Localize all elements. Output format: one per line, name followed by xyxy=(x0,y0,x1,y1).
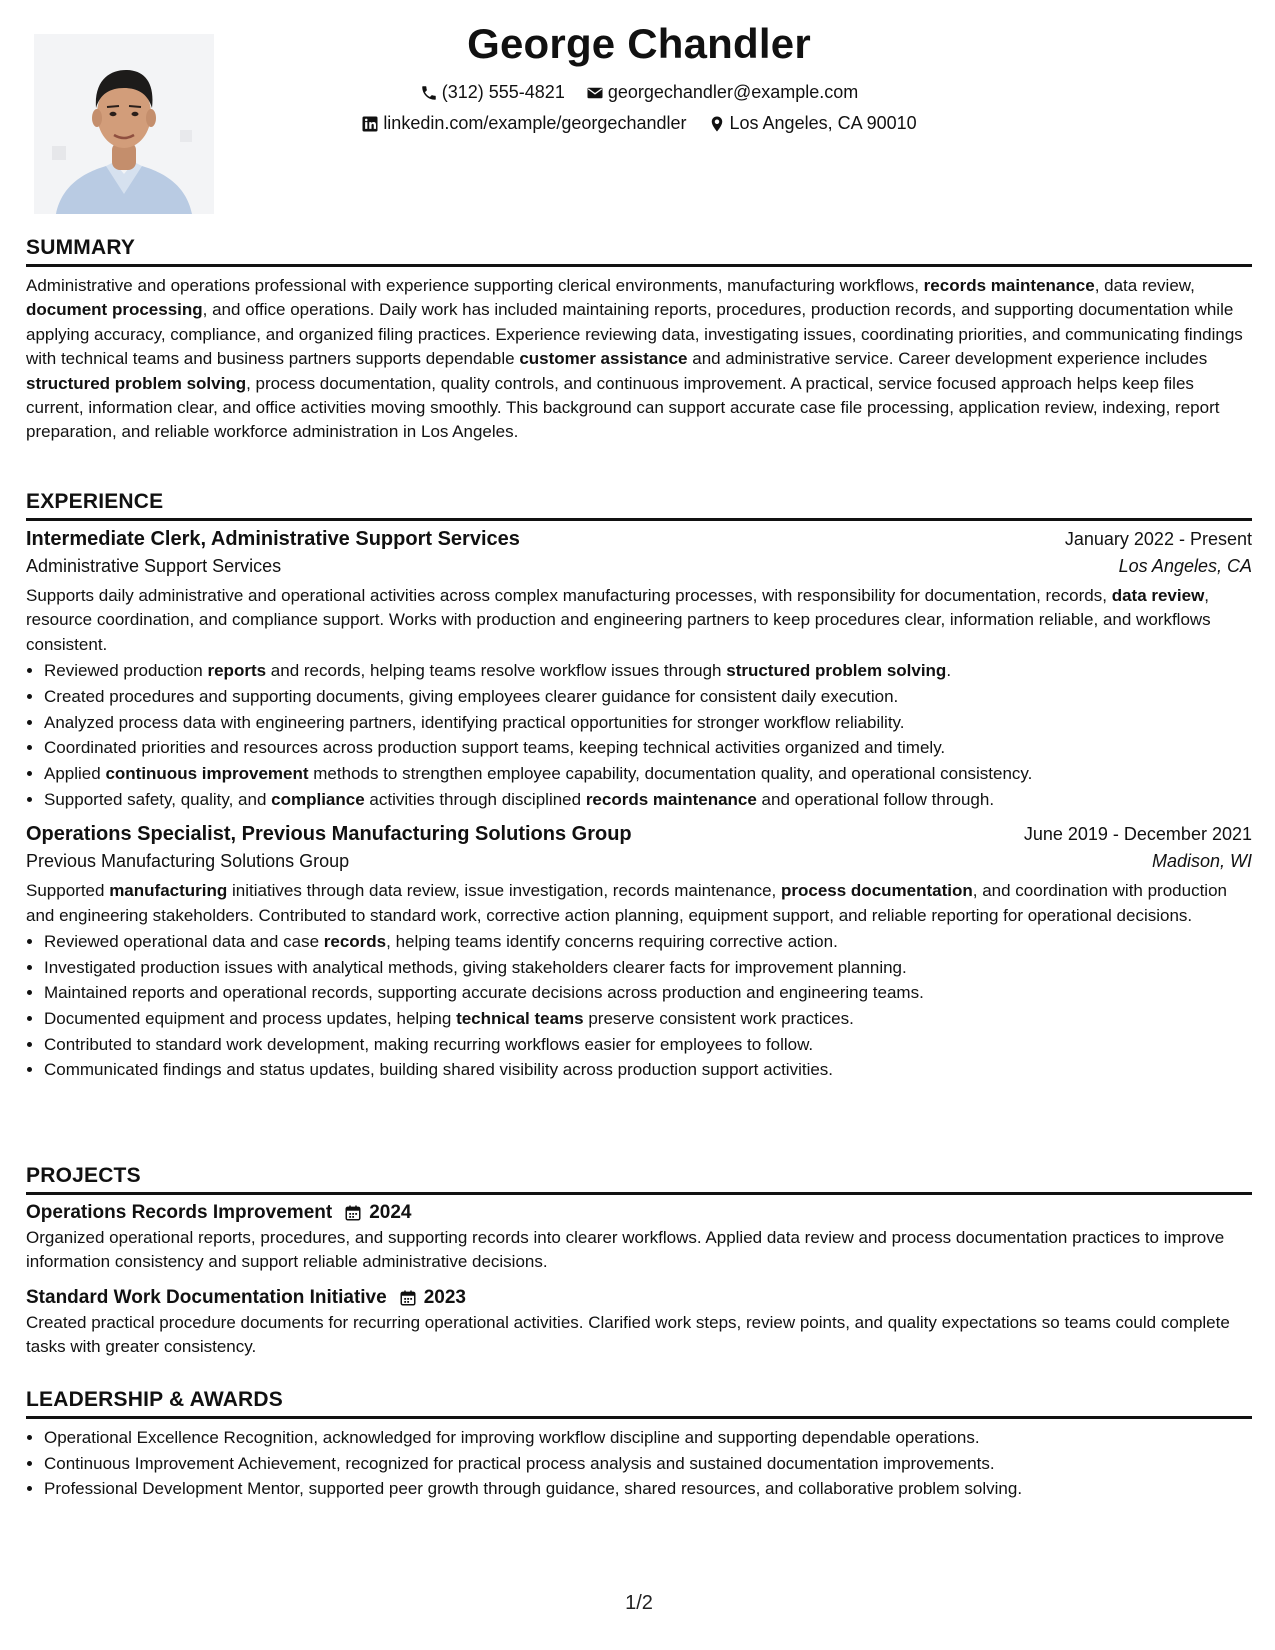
contact-line-primary xyxy=(26,82,1252,107)
list-item: • Communicated findings and status updates, building shared visibility across production support activities. xyxy=(44,1058,1252,1082)
job-description: Supported manufacturing initiatives through data review, issue investigation, records maintenance, process documentation, and coordination with production and engineering stakeholders. Contributed to standard work, corrective action planning, equipment support, and reliable reporting for operational decisions. xyxy=(26,881,1227,925)
projects-section xyxy=(26,1164,1252,1360)
list-item: • Operational Excellence Recognition, acknowledged for improving workflow discipline and supporting dependable operations. xyxy=(44,1426,1252,1450)
list-item: • Supported safety, quality, and compliance activities through disciplined records maintenance and operational follow through. xyxy=(44,788,1252,812)
job-organization: Administrative Support Services xyxy=(26,556,282,576)
awards-list xyxy=(26,1426,1252,1502)
job-entry xyxy=(26,528,1252,812)
linkedin-icon xyxy=(361,115,379,133)
phone-text: (312) 555-4821 xyxy=(441,82,565,102)
job-location: Los Angeles, CA xyxy=(1118,556,1252,576)
contact-phone[interactable] xyxy=(420,82,565,103)
project-date xyxy=(399,1287,466,1309)
section-title-projects: PROJECTS xyxy=(26,1164,1252,1195)
resume-header xyxy=(26,0,1252,226)
project-description: Created practical procedure documents for recurring operational activities. Clarified work steps, review points, and quality expectations so teams could complete tasks with greater consistency. xyxy=(26,1312,1230,1357)
list-item: • Coordinated priorities and resources across production support teams, keeping technical activities organized and timely. xyxy=(44,736,1252,760)
section-title-summary: SUMMARY xyxy=(26,236,1252,267)
list-item: • Reviewed operational data and case records, helping teams identify concerns requiring corrective action. xyxy=(44,930,1252,954)
location-text: Los Angeles, CA 90010 xyxy=(729,113,917,133)
list-item: • Professional Development Mentor, supported peer growth through guidance, shared resources, and collaborative problem solving. xyxy=(44,1477,1252,1501)
project-entry xyxy=(26,1287,1252,1360)
project-date xyxy=(344,1202,411,1224)
envelope-icon xyxy=(586,84,604,102)
email-text: georgechandler@example.com xyxy=(607,82,859,102)
project-entry xyxy=(26,1202,1252,1275)
project-title: Operations Records Improvement xyxy=(26,1202,333,1223)
list-item: • Continuous Improvement Achievement, recognized for practical process analysis and sustained documentation improvements. xyxy=(44,1452,1252,1476)
contact-location xyxy=(708,113,917,134)
job-organization: Previous Manufacturing Solutions Group xyxy=(26,851,350,872)
list-item: • Documented equipment and process updates, helping technical teams preserve consistent work practices. xyxy=(44,1007,1252,1031)
calendar-icon xyxy=(344,1204,362,1222)
contact-email[interactable] xyxy=(586,82,858,103)
page-number: 1/2 xyxy=(625,1592,653,1614)
candidate-name: George Chandler xyxy=(467,20,811,67)
contact-line-secondary xyxy=(26,113,1252,138)
summary-text: Administrative and operations professional with experience supporting clerical environments, manufacturing workflows, records maintenance, data review, document processing, and office operations. Daily work has included maintaining reports, procedures, production records, and supporting documentation while applying accuracy, compliance, and organized filing practices. Experience reviewing data, investigating issues, coordinating priorities, and communicating findings with technical teams and business partners supports dependable customer assistance and administrative service. Career development experience includes structured problem solving, process documentation, quality controls, and continuous improvement. A practical, service focused approach helps keep files current, information clear, and office activities moving smoothly. This background can support accurate case file processing, application review, indexing, report preparation, and reliable workforce administration in Los Angeles. xyxy=(26,276,1243,442)
project-title: Standard Work Documentation Initiative xyxy=(26,1286,387,1308)
phone-icon xyxy=(420,84,438,102)
job-title: Intermediate Clerk, Administrative Support Services xyxy=(26,528,520,550)
calendar-icon xyxy=(399,1289,417,1307)
contact-linkedin[interactable] xyxy=(361,113,686,134)
resume-page xyxy=(26,0,1252,1650)
job-description: Supports daily administrative and operational activities across complex manufacturing processes, with responsibility for documentation, records, data review, resource coordination, and compliance support. Works with production and engineering partners to keep procedures clear, information reliable, and workflows consistent. xyxy=(26,586,1211,654)
list-item: • Analyzed process data with engineering partners, identifying practical opportunities for stronger workflow reliability. xyxy=(44,711,1252,735)
job-title: Operations Specialist, Previous Manufacturing Solutions Group xyxy=(26,823,632,846)
job-dates: June 2019 - December 2021 xyxy=(1023,824,1252,845)
map-pin-icon xyxy=(708,115,726,133)
job-bullets xyxy=(26,930,1252,1083)
job-dates: January 2022 - Present xyxy=(1064,529,1252,549)
section-title-experience: EXPERIENCE xyxy=(26,490,1252,521)
job-entry xyxy=(26,823,1252,1083)
list-item: • Reviewed production reports and records, helping teams resolve workflow issues through structured problem solving. xyxy=(44,659,1252,683)
job-location: Madison, WI xyxy=(1151,851,1252,872)
experience-section xyxy=(26,490,1252,1084)
linkedin-text: linkedin.com/example/georgechandler xyxy=(383,113,687,133)
list-item: • Maintained reports and operational records, supporting accurate decisions across production and engineering teams. xyxy=(44,981,1252,1005)
list-item: • Applied continuous improvement methods to strengthen employee capability, documentation quality, and operational consistency. xyxy=(44,762,1252,786)
list-item: • Created procedures and supporting documents, giving employees clearer guidance for consistent daily execution. xyxy=(44,685,1252,709)
project-description: Organized operational reports, procedures, and supporting records into clearer workflows. Applied data review and process documentation practices to improve information consistency and support reliable administrative decisions. xyxy=(26,1228,1225,1272)
summary-section xyxy=(26,236,1252,445)
project-year: 2023 xyxy=(423,1286,466,1308)
section-title-awards: LEADERSHIP & AWARDS xyxy=(26,1388,1252,1419)
project-year: 2024 xyxy=(369,1202,412,1223)
list-item: • Contributed to standard work development, making recurring workflows easier for employees to follow. xyxy=(44,1033,1252,1057)
job-bullets xyxy=(26,659,1252,812)
awards-section xyxy=(26,1388,1252,1503)
list-item: • Investigated production issues with analytical methods, giving stakeholders clearer facts for improvement planning. xyxy=(44,956,1252,980)
